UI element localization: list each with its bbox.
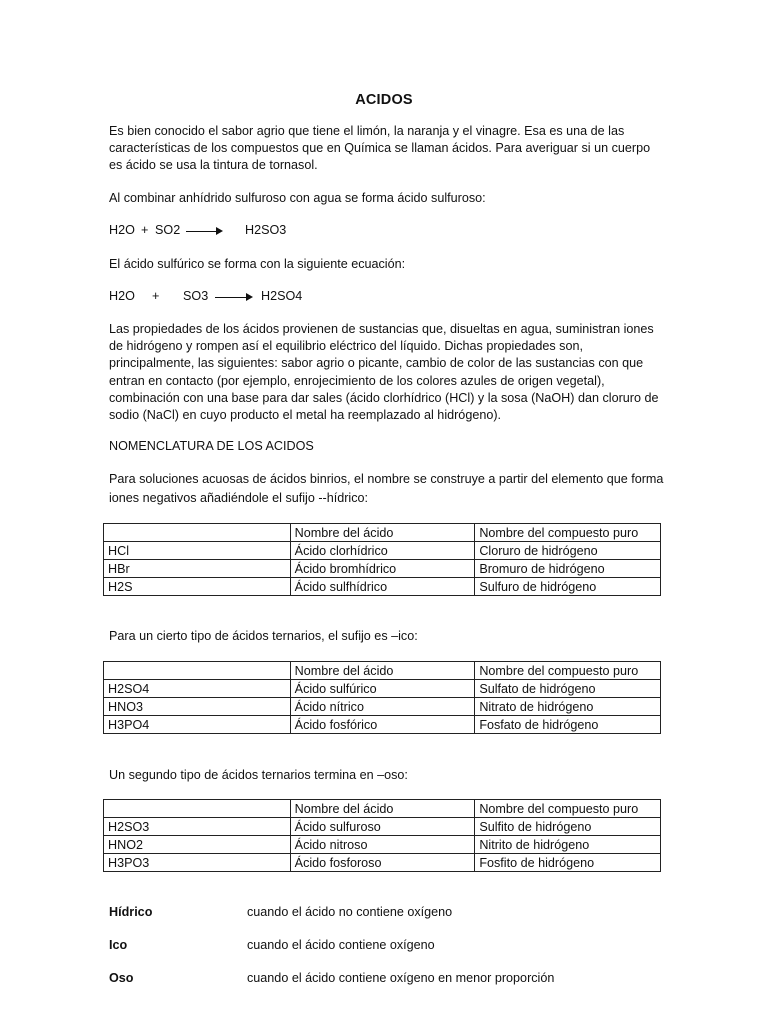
equation-sulfurous xyxy=(109,223,309,241)
eq1-reactant-a: H2O xyxy=(109,223,135,237)
eq2-reactant-b: SO3 xyxy=(183,289,209,303)
intro-paragraph: Es bien conocido el sabor agrio que tiene el limón, la naranja y el vinagre. Esa es una de las características de los compuestos que en Química se llaman ácidos. Para averiguar si un cuerpo es ácido se usa la tintura de tornasol. xyxy=(109,124,651,173)
hidrico-acids-table xyxy=(103,523,661,596)
ico-acids-table xyxy=(103,661,661,734)
sulfuric-intro-paragraph: El ácido sulfúrico se forma con la siguiente ecuación: xyxy=(109,257,406,271)
header-cell: Nombre del compuesto puro xyxy=(475,662,661,680)
compound-name-cell: Nitrito de hidrógeno xyxy=(475,836,661,854)
formula-cell: H2S xyxy=(104,578,291,596)
table-row xyxy=(104,698,661,716)
table-row xyxy=(104,560,661,578)
formula-cell: H2SO4 xyxy=(104,680,291,698)
header-cell xyxy=(104,662,291,680)
header-cell: Nombre del ácido xyxy=(290,524,475,542)
eq2-arrow-icon xyxy=(215,297,251,298)
compound-name-cell: Cloruro de hidrógeno xyxy=(475,542,661,560)
table-row xyxy=(104,854,661,872)
eq2-plus: + xyxy=(152,289,160,303)
suffix-row-oso xyxy=(109,971,664,989)
acid-name-cell: Ácido sulfuroso xyxy=(290,818,475,836)
table-row xyxy=(104,716,661,734)
table-header-row xyxy=(104,662,661,680)
eq2-product: H2SO4 xyxy=(261,289,303,303)
eq1-product: H2SO3 xyxy=(245,223,287,237)
compound-name-cell: Fosfito de hidrógeno xyxy=(475,854,661,872)
acid-name-cell: Ácido bromhídrico xyxy=(290,560,475,578)
table-header-row xyxy=(104,524,661,542)
header-cell xyxy=(104,524,291,542)
acid-name-cell: Ácido nitroso xyxy=(290,836,475,854)
eq2-reactant-a: H2O xyxy=(109,289,135,303)
acid-name-cell: Ácido nítrico xyxy=(290,698,475,716)
compound-name-cell: Sulfato de hidrógeno xyxy=(475,680,661,698)
acid-name-cell: Ácido fosfórico xyxy=(290,716,475,734)
table-row xyxy=(104,542,661,560)
acid-name-cell: Ácido clorhídrico xyxy=(290,542,475,560)
header-cell xyxy=(104,800,291,818)
acid-name-cell: Ácido sulfhídrico xyxy=(290,578,475,596)
page-title: ACIDOS xyxy=(355,92,413,108)
compound-name-cell: Fosfato de hidrógeno xyxy=(475,716,661,734)
binary-intro-paragraph: Para soluciones acuosas de ácidos binrios, el nombre se construye a partir del elemento que forma iones negativos añadiéndole el sufijo --hídrico: xyxy=(109,472,664,505)
formula-cell: HCl xyxy=(104,542,291,560)
combine-paragraph: Al combinar anhídrido sulfuroso con agua se forma ácido sulfuroso: xyxy=(109,191,486,205)
header-cell: Nombre del compuesto puro xyxy=(475,524,661,542)
formula-cell: HNO3 xyxy=(104,698,291,716)
oso-acids-table xyxy=(103,799,661,872)
acid-name-cell: Ácido fosforoso xyxy=(290,854,475,872)
eq1-plus: + xyxy=(141,223,149,237)
suffix-row-ico xyxy=(109,938,664,956)
ternary-oso-intro: Un segundo tipo de ácidos ternarios termina en –oso: xyxy=(109,768,408,782)
suffix-description: cuando el ácido contiene oxígeno xyxy=(247,938,435,952)
suffix-row-hidrico xyxy=(109,905,664,923)
properties-paragraph: Las propiedades de los ácidos provienen de sustancias que, disueltas en agua, suministran iones de hidrógeno y rompen así el equilibrio eléctrico del líquido. Dichas propiedades son, principalmente, las siguientes: sabor agrio o picante, cambio de color de las sustancias con que entran en contacto (por ejemplo, enrojecimiento de los colores azules de origen vegetal), combinación con una base para dar sales (ácido clorhídrico (HCl) y la sosa (NaOH) dan cloruro de sodio (NaCl) en cuyo producto el metal ha reemplazado al hidrógeno). xyxy=(109,322,659,423)
compound-name-cell: Sulfito de hidrógeno xyxy=(475,818,661,836)
suffix-term: Hídrico xyxy=(109,905,153,919)
eq1-reactant-b: SO2 xyxy=(155,223,181,237)
formula-cell: H2SO3 xyxy=(104,818,291,836)
ternary-ico-intro: Para un cierto tipo de ácidos ternarios, el sufijo es –ico: xyxy=(109,629,418,643)
suffix-description: cuando el ácido no contiene oxígeno xyxy=(247,905,453,919)
nomenclature-heading: NOMENCLATURA DE LOS ACIDOS xyxy=(109,439,314,453)
formula-cell: H3PO3 xyxy=(104,854,291,872)
suffix-description: cuando el ácido contiene oxígeno en menor proporción xyxy=(247,971,555,985)
acid-name-cell: Ácido sulfúrico xyxy=(290,680,475,698)
formula-cell: HNO2 xyxy=(104,836,291,854)
compound-name-cell: Nitrato de hidrógeno xyxy=(475,698,661,716)
suffix-term: Ico xyxy=(109,938,128,952)
formula-cell: HBr xyxy=(104,560,291,578)
table-header-row xyxy=(104,800,661,818)
table-row xyxy=(104,680,661,698)
equation-sulfuric xyxy=(109,289,329,307)
header-cell: Nombre del compuesto puro xyxy=(475,800,661,818)
table-row xyxy=(104,836,661,854)
formula-cell: H3PO4 xyxy=(104,716,291,734)
compound-name-cell: Bromuro de hidrógeno xyxy=(475,560,661,578)
suffix-term: Oso xyxy=(109,971,134,985)
compound-name-cell: Sulfuro de hidrógeno xyxy=(475,578,661,596)
header-cell: Nombre del ácido xyxy=(290,662,475,680)
eq1-arrow-icon xyxy=(186,231,221,232)
table-row xyxy=(104,818,661,836)
table-row xyxy=(104,578,661,596)
header-cell: Nombre del ácido xyxy=(290,800,475,818)
